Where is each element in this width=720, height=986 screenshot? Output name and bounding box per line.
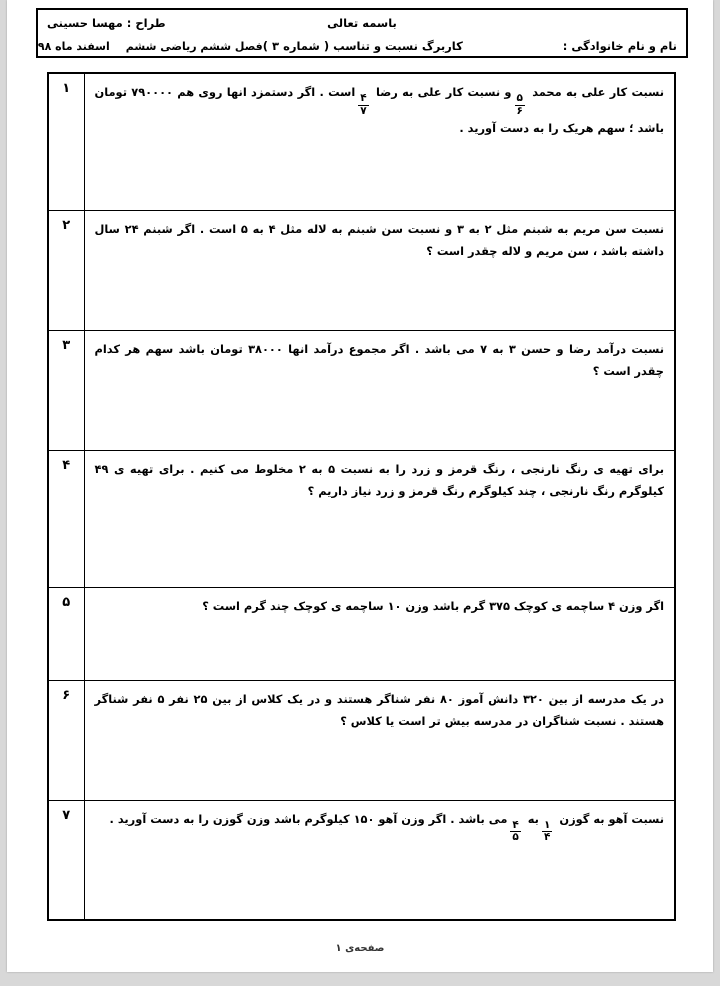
question-body-cell <box>84 680 675 800</box>
question-text <box>95 808 665 844</box>
fraction-denominator: ۶ <box>516 104 523 117</box>
question-number-cell: ۷ <box>48 800 84 920</box>
question-text-segment: نسبت سن مریم به شبنم مثل ۲ به ۳ و نسبت سن شبنم به لاله مثل ۴ به ۵ است . اگر شبنم ۲۴ سال داشته باشد ، سن مریم و لاله چقدر است ؟ <box>94 221 665 259</box>
fraction-numerator: ۴ <box>512 818 519 831</box>
question-row <box>48 680 675 800</box>
question-body-cell <box>84 587 675 680</box>
fraction <box>542 820 552 843</box>
fraction <box>510 820 520 843</box>
question-text-segment: می باشد . اگر وزن آهو ۱۵۰ کیلوگرم باشد وزن گوزن را به دست آورید . <box>109 811 508 826</box>
question-number-cell: ۳ <box>48 330 84 450</box>
header-chapter-slot <box>38 35 263 54</box>
question-body-cell <box>84 210 675 330</box>
question-text <box>95 81 665 140</box>
question-text <box>95 595 665 618</box>
question-text <box>95 338 665 384</box>
fraction-denominator: ۷ <box>360 104 367 117</box>
question-text-segment: برای تهیه ی رنگ نارنجی ، رنگ قرمز و زرد را به نسبت ۵ به ۲ مخلوط می کنیم . برای تهیه ی ۴۹ کیلوگرم رنگ نارنجی ، چند کیلوگرم رنگ قرمز و زرد نیاز داریم ؟ <box>94 461 665 499</box>
basmala-text: باسمه تعالی <box>327 16 397 30</box>
page-number-label: صفحه‌ی ۱ <box>335 943 385 954</box>
question-body-cell <box>84 800 675 920</box>
question-number-cell: ۴ <box>48 450 84 587</box>
question-text <box>95 688 665 734</box>
question-text-segment: است . اگر دستمزد انها روی هم ۷۹۰۰۰۰ تومان باشد ؛ سهم هریک را به دست آورید . <box>94 85 664 135</box>
chapter-label: فصل ششم ریاضی ششم <box>125 40 263 53</box>
question-row <box>48 73 675 210</box>
designer-label: طراح : مهسا حسینی <box>47 16 166 30</box>
question-text-segment: به <box>527 811 539 826</box>
fraction-numerator: ۴ <box>360 92 367 105</box>
worksheet-page <box>7 0 713 972</box>
fraction-numerator: ۵ <box>516 92 523 105</box>
question-text <box>95 218 665 264</box>
header-top-row <box>38 10 686 33</box>
header-bottom-row <box>38 33 686 56</box>
question-text-segment: نسبت درآمد رضا و حسن ۳ به ۷ می باشد . اگر مجموع درآمد انها ۳۸۰۰۰ تومان باشد سهم هر کدام چقدر است ؟ <box>94 341 664 379</box>
page-footer <box>7 936 713 955</box>
question-number-cell: ۶ <box>48 680 84 800</box>
question-text-segment: و نسبت کار علی به رضا <box>375 85 512 99</box>
question-text-segment: در یک مدرسه از بین ۳۲۰ دانش آموز ۸۰ نفر شناگر هستند و در یک کلاس از بین ۲۵ نفر ۵ نفر شناگر هستند . نسبت شناگران در مدرسه بیش تر است یا کلاس ؟ <box>94 691 664 729</box>
question-row <box>48 587 675 680</box>
fraction <box>515 93 525 116</box>
question-text-segment: اگر وزن ۴ ساچمه ی کوچک ۳۷۵ گرم باشد وزن ۱۰ ساچمه ی کوچک چند گرم است ؟ <box>202 598 664 613</box>
question-text-segment: نسبت آهو به گوزن <box>559 811 664 826</box>
question-row <box>48 450 675 587</box>
question-row <box>48 800 675 920</box>
question-number-cell: ۱ <box>48 73 84 210</box>
header-designer-slot <box>47 12 261 31</box>
fraction-denominator: ۵ <box>512 831 519 844</box>
document-header <box>36 8 688 58</box>
question-number-cell: ۵ <box>48 587 84 680</box>
question-body-cell <box>84 330 675 450</box>
fraction <box>358 93 368 116</box>
question-text-segment: نسبت کار علی به محمد <box>532 85 665 99</box>
questions-table-body <box>48 73 675 920</box>
question-body-cell <box>84 450 675 587</box>
student-name-label: نام و نام خانوادگی : <box>562 39 677 53</box>
question-text <box>95 458 665 504</box>
date-label: اسفند ماه ۹۸ <box>37 40 110 53</box>
header-basmala-slot <box>261 12 463 31</box>
question-number-cell: ۲ <box>48 210 84 330</box>
header-title-slot <box>263 35 463 54</box>
worksheet-title: کاربرگ نسبت و تناسب ( شماره ۳ ) <box>262 39 463 53</box>
fraction-denominator: ۴ <box>543 831 551 844</box>
questions-table <box>47 72 676 921</box>
fraction-numerator: ۱ <box>543 818 551 831</box>
header-name-field-slot <box>463 35 677 54</box>
question-row <box>48 210 675 330</box>
question-row <box>48 330 675 450</box>
question-body-cell <box>84 73 675 210</box>
